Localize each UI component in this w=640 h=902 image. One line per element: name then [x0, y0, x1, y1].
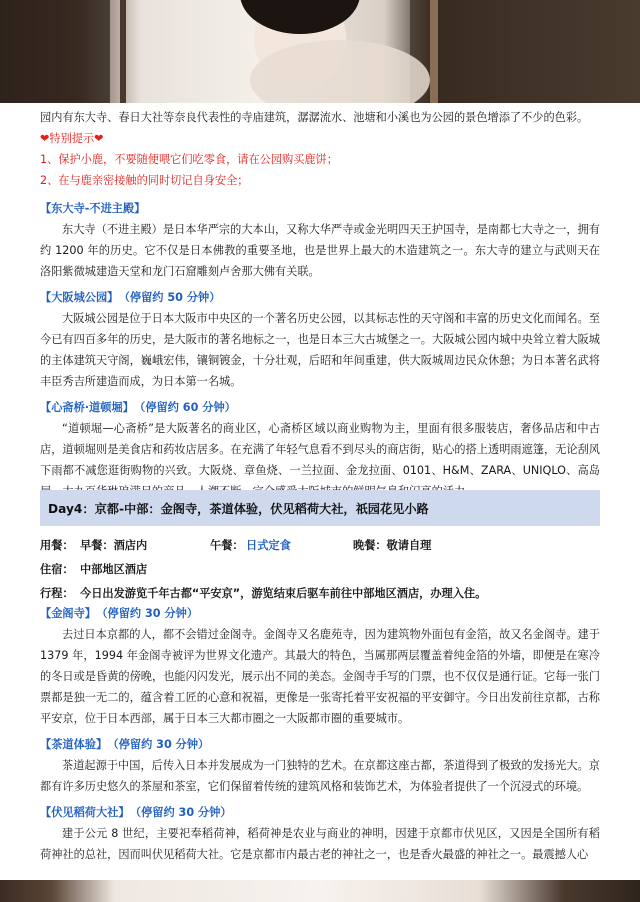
heart-icon: ❤	[40, 132, 50, 145]
section-title-text: 【心斋桥·道顿堀】	[40, 401, 134, 414]
header-photo	[0, 0, 640, 103]
section-body-tea-ceremony: 茶道起源于中国，后传入日本并发展成为一门独特的艺术。在京都这座古都，茶道得到了极致的发扬光大。京都有许多历史悠久的茶屋和茶室，它们保留着传统的建筑风格和装饰艺术，为体验者提供了一个沉浸式的环境。	[40, 759, 600, 793]
section-duration: （停留约 30 分钟）	[113, 738, 210, 751]
lunch-label: 午餐：	[210, 539, 244, 552]
heart-icon: ❤	[94, 132, 104, 145]
intro-continuation: 园内有东大寺、春日大社等奈良代表性的寺庙建筑，潺潺流水、池塘和小溪也为公园的景色增添了不少的色彩。	[40, 111, 589, 124]
section-title-osaka-castle	[40, 288, 600, 308]
tip-item: 1、保护小鹿，不要随便喂它们吃零食，请在公园购买鹿饼；	[40, 153, 338, 166]
section-title-text: 【东大寺-不进主殿】	[40, 202, 146, 215]
meals-label: 用餐：	[40, 539, 74, 552]
section-title-text: 【茶道体验】	[40, 738, 108, 751]
section-body-todaiji: 东大寺（不进主殿）是日本华严宗的大本山，又称大华严寺或金光明四天王护国寺，是南都七大寺之一，拥有约 1200 年的历史。它不仅是日本佛教的重要圣地，也是世界上最大的木造建筑之一。东大寺的建立与武则天在洛阳紫微城建造天堂和龙门石窟雕刻卢舍那大佛有关联。	[40, 223, 600, 278]
section-duration: （停留约 50 分钟）	[124, 291, 221, 304]
day4-content	[40, 604, 600, 865]
tip-item: 2、在与鹿亲密接触的同时切记自身安全；	[40, 174, 249, 187]
tip-heading-row	[40, 128, 600, 149]
tip-heading: 特别提示	[49, 132, 95, 145]
section-body-osaka-castle: 大阪城公园是位于日本大阪市中央区的一个著名历史公园，以其标志性的天守阁和丰富的历史文化而闻名。至今已有四百多年的历史，是大阪市的著名地标之一，也是日本三大古城堡之一。大阪城公园内城中央耸立着大阪城的主体建筑天守阁，巍峨宏伟，镶铜镀金，十分壮观，后昭和年间重建，供大阪城周边民众休憩；为日本著名武将丰臣秀吉所建造而成，为日本第一名城。	[40, 312, 600, 388]
stay-row	[40, 558, 600, 582]
section-body-fushimi-inari: 建于公元 8 世纪，主要祀奉稻荷神，稻荷神是农业与商业的神明，因建于京都市伏见区，又因是全国所有稻荷神社的总社，因而叫伏见稻荷大社。它是京都市内最古老的神社之一，也是香火最盛的神社之一。最震撼人心	[40, 827, 600, 861]
route-info: 今日出发游览千年古都“平安京”，游览结束后驱车前往中部地区酒店，办理入住。	[80, 587, 487, 600]
section-body-shinsaibashi: “道顿堀—心斋桥”是大阪著名的商业区，心斋桥区域以商业购物为主，里面有很多服装店，奢侈品店和中古店，道顿堀则是美食店和药妆店居多。在充满了年轻气息看不到尽头的商店街，贴心的搭上透明雨遮篷，无论刮风下雨都不减您逛街购物的兴致。大阪烧、章鱼烧、一兰拉面、金龙拉面、0101、H&M、ZARA、UNIQLO、高岛	[40, 422, 600, 477]
section-duration: （停留约 30 分钟）	[101, 607, 199, 620]
route-row	[40, 582, 600, 606]
day4-heading-bar	[40, 490, 600, 526]
section-body-kinkakuji: 去过日本京都的人，都不会错过金阁寺。金阁寺又名鹿苑寺，因为建筑物外面包有金箔，故又名金阁寺。建于 1379 年，1994 年金阁寺被评为世界文化遗产。其最大的特色，当属那两层覆盖着纯金箔的外墙，即便是在寒冷的冬日或是昏黄的傍晚，也能闪闪发光，展示出不同的美态。金阁寺手写的门票，也不仅仅是通行证。它每一张门票都是独一无二的，蕴含着工匠的心意和祝福，更像是一张寄托着平安祝福的平安御守。今日出发前往京都，古称平安京，位于日本西部，属于日本三大都市圈之一大阪都市圈的重要城市。	[40, 628, 600, 725]
section-title-text: 【金阁寺】	[40, 607, 96, 620]
header-photo-art	[0, 0, 640, 103]
section-title-fushimi-inari	[40, 803, 600, 823]
breakfast-info: 早餐：酒店内	[80, 539, 148, 552]
stay-info: 中部地区酒店	[80, 563, 148, 576]
lunch-info: 日式定食	[246, 539, 291, 552]
section-title-todaiji	[40, 199, 600, 219]
section-title-shinsaibashi	[40, 398, 600, 418]
stay-label: 住宿：	[40, 563, 74, 576]
section-title-tea-ceremony	[40, 735, 600, 755]
meals-row	[40, 534, 600, 558]
section-duration: （停留约 60 分钟）	[139, 401, 236, 414]
day4-heading: Day4：京都-中部：金阁寺，茶道体验，伏见稻荷大社，祇园花见小路	[48, 501, 429, 516]
section-duration: （停留约 30 分钟）	[135, 806, 232, 819]
dinner-info: 晚餐：敬请自理	[353, 539, 432, 552]
section-title-kinkakuji	[40, 604, 600, 624]
section-title-text: 【大阪城公园】	[40, 291, 119, 304]
day3-content	[40, 103, 600, 502]
route-label: 行程：	[40, 587, 74, 600]
footer-photo	[0, 880, 640, 902]
section-title-text: 【伏见稻荷大社】	[40, 806, 130, 819]
day4-info	[40, 534, 600, 606]
